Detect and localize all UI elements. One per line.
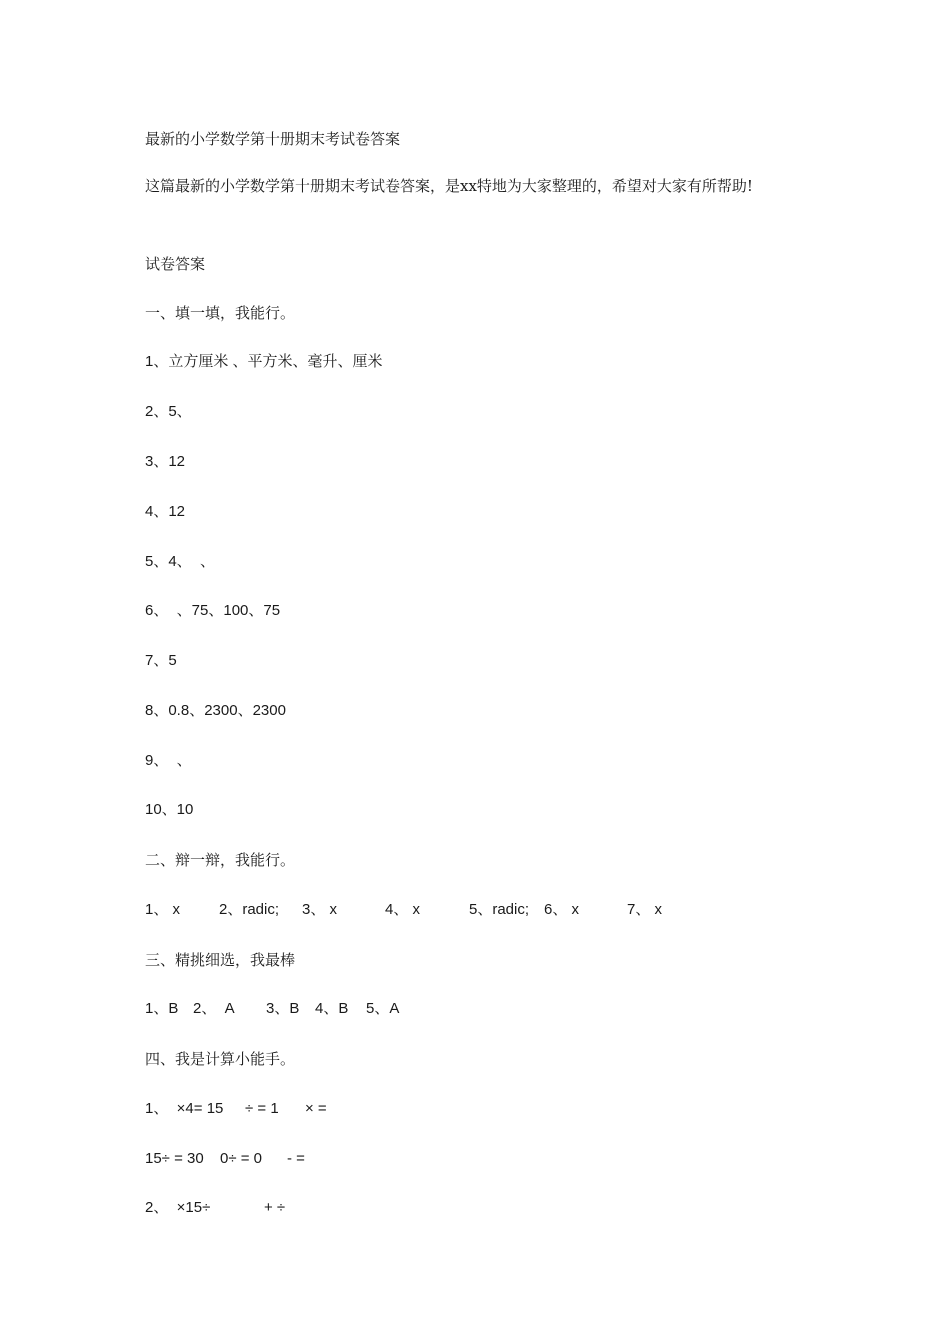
calc-item: + ÷ [264,1199,286,1216]
section3-item: 5、A [366,1000,400,1017]
calc-item: × = [305,1100,327,1117]
section2-item: 3、 x [302,901,338,918]
section2-item: 1、 x [145,901,181,918]
calc-item: 1、 ×4= 15 [145,1100,224,1117]
section3-item: 3、B [266,1000,300,1017]
calc-item: 2、 ×15÷ [145,1199,211,1216]
section1-item: 6、 、75、100、75 [145,602,281,619]
section1-item: 1、立方厘米 、平方米、毫升、厘米 [145,353,383,370]
intro-paragraph: 这篇最新的小学数学第十册期末考试卷答案，是xx特地为大家整理的，希望对大家有所帮助! [145,177,753,195]
section1-heading: 一、填一填，我能行。 [145,304,296,322]
section1-item: 10、10 [145,801,194,818]
section1-item: 4、12 [145,503,186,520]
section3-heading: 三、精挑细选，我最棒 [145,951,296,969]
calc-item: 0÷ = 0 [220,1150,263,1167]
section2-item: 6、 x [544,901,580,918]
section1-item: 8、0.8、2300、2300 [145,702,286,719]
section3-item: 2、 A [193,1000,235,1017]
section1-item: 3、12 [145,453,186,470]
section2-item: 2、radic; [219,901,280,918]
section2-item: 4、 x [385,901,421,918]
calc-item: ÷ = 1 [245,1100,279,1117]
calc-item: 15÷ = 30 [145,1150,204,1167]
section3-item: 4、B [315,1000,349,1017]
section3-item: 1、B [145,1000,179,1017]
section2-item: 7、 x [627,901,663,918]
section1-item: 7、5 [145,652,177,669]
section2-item: 5、radic; [469,901,530,918]
answers-heading: 试卷答案 [145,255,206,273]
section1-item: 2、5、 [145,403,192,420]
section2-heading: 二、辩一辩，我能行。 [145,851,296,869]
section4-heading: 四、我是计算小能手。 [145,1050,296,1068]
section1-item: 5、4、 、 [145,553,216,570]
section1-item: 9、 、 [145,752,192,769]
document-title: 最新的小学数学第十册期末考试卷答案 [145,130,401,148]
calc-item: - = [287,1150,305,1167]
